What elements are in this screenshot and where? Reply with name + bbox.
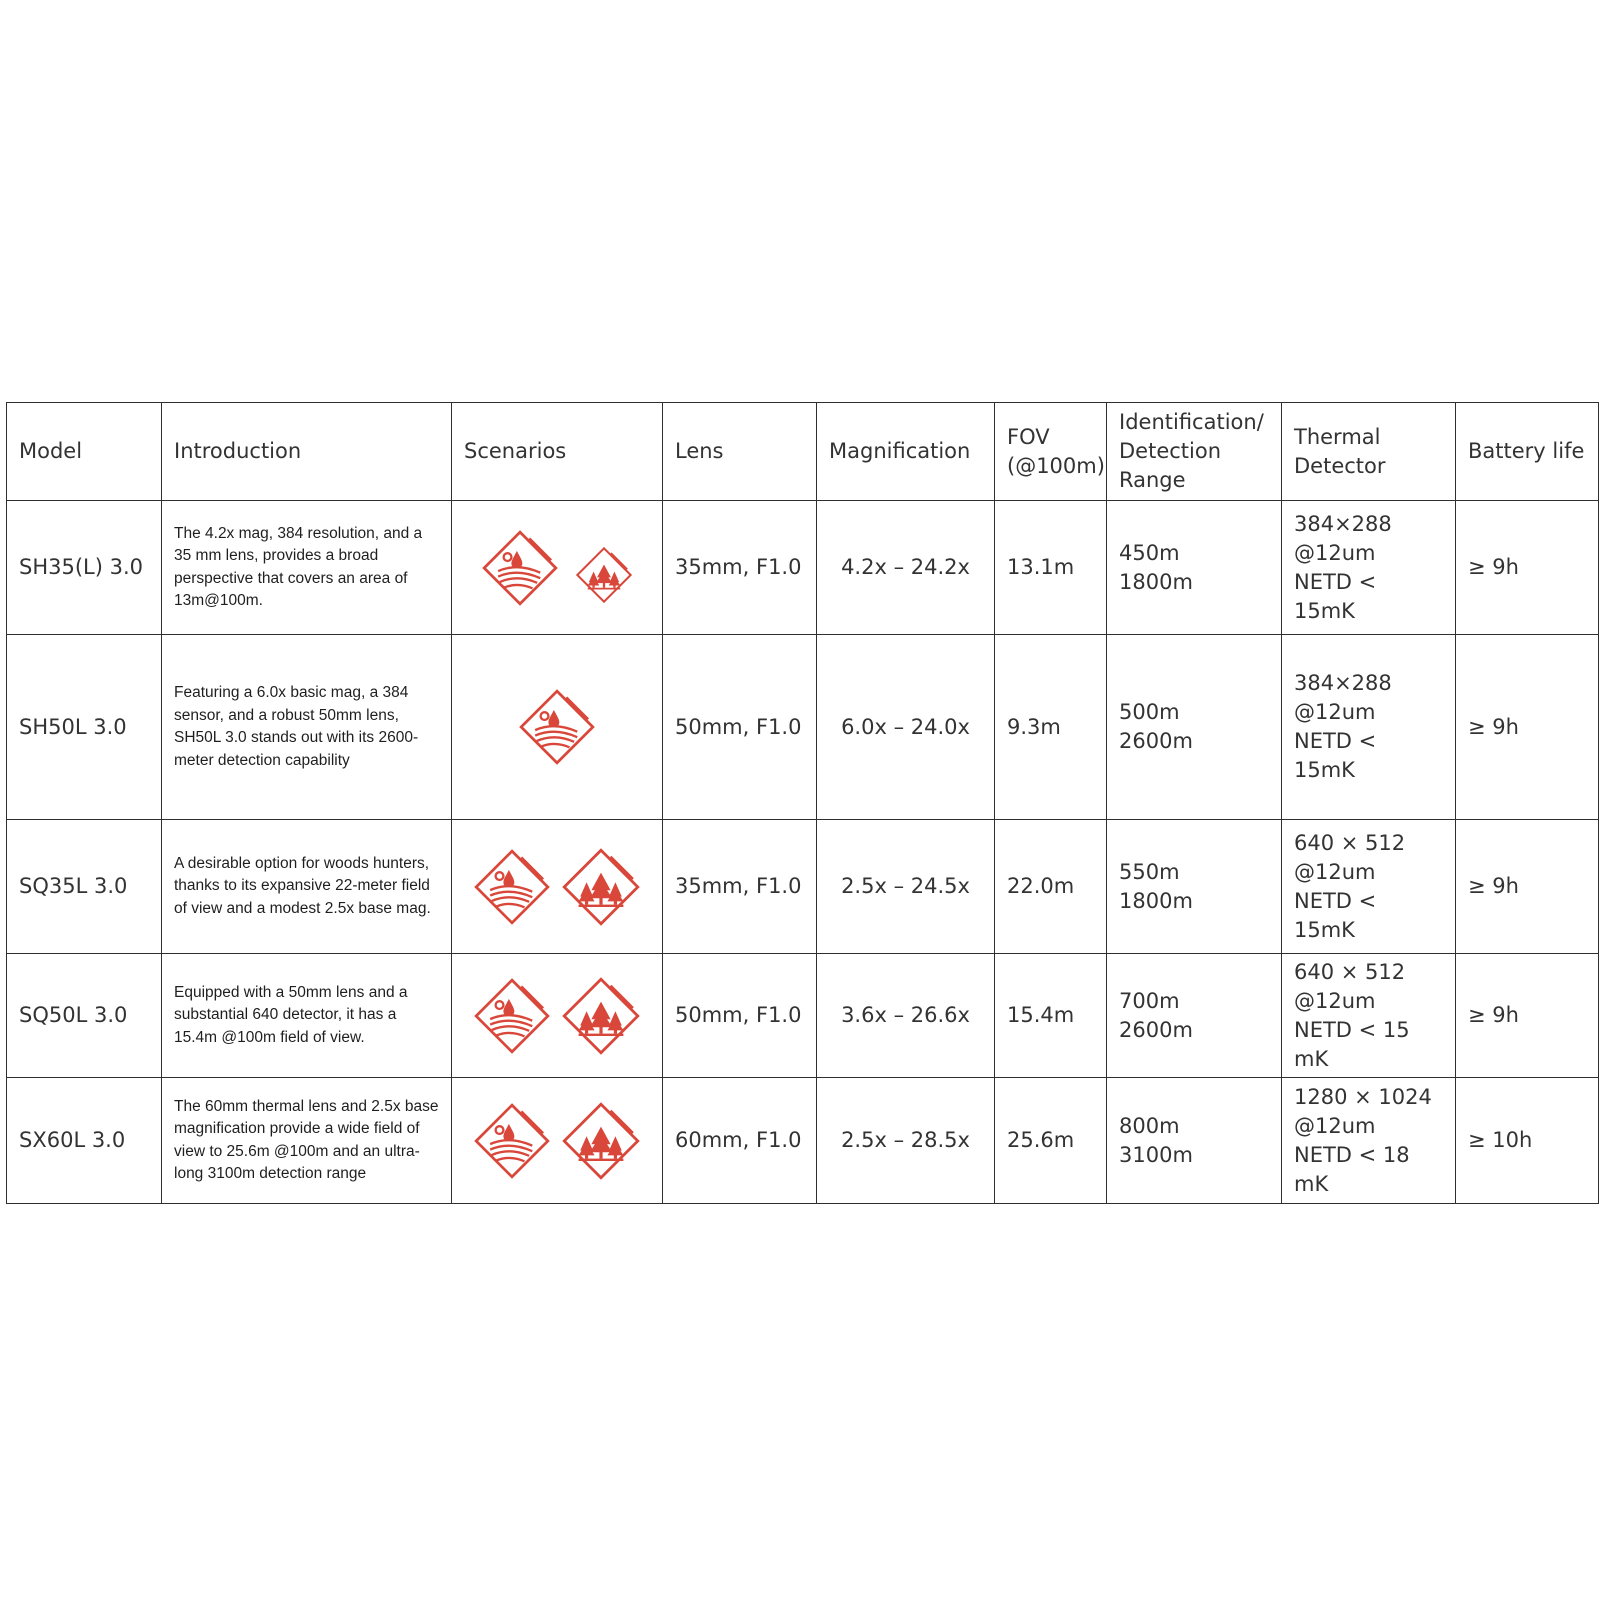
fov-cell: 25.6m [995, 1078, 1107, 1204]
lens-cell: 35mm, F1.0 [663, 820, 817, 954]
magnification-cell: 3.6x – 26.6x [817, 954, 995, 1078]
scenarios-cell [452, 820, 663, 954]
header-introduction: Introduction [162, 403, 452, 501]
header-magnification: Magnification [817, 403, 995, 501]
lens-cell: 50mm, F1.0 [663, 635, 817, 820]
introduction-cell: A desirable option for woods hunters, thanks to its expansive 22-meter field of view and a modest 2.5x base mag. [162, 820, 452, 954]
detector-cell: 1280 × 1024 @12um NETD < 18 mK [1282, 1078, 1456, 1204]
spec-table [6, 402, 1599, 1204]
detector-cell: 640 × 512 @12um NETD < 15mK [1282, 820, 1456, 954]
range-cell: 500m 2600m [1107, 635, 1282, 820]
detector-cell: 384×288 @12um NETD < 15mK [1282, 635, 1456, 820]
table-row [7, 501, 1599, 635]
fov-cell: 22.0m [995, 820, 1107, 954]
magnification-cell: 2.5x – 28.5x [817, 1078, 995, 1204]
lens-cell: 60mm, F1.0 [663, 1078, 817, 1204]
battery-cell: ≥ 9h [1456, 820, 1599, 954]
fov-cell: 15.4m [995, 954, 1107, 1078]
lens-cell: 50mm, F1.0 [663, 954, 817, 1078]
table-row [7, 635, 1599, 820]
model-cell: SQ35L 3.0 [7, 820, 162, 954]
scenarios-cell [452, 954, 663, 1078]
fov-cell: 9.3m [995, 635, 1107, 820]
detector-cell: 640 × 512 @12um NETD < 15 mK [1282, 954, 1456, 1078]
forest-icon [561, 846, 641, 928]
range-cell: 700m 2600m [1107, 954, 1282, 1078]
header-scenarios: Scenarios [452, 403, 663, 501]
header-row [7, 403, 1599, 501]
range-cell: 550m 1800m [1107, 820, 1282, 954]
battery-cell: ≥ 9h [1456, 635, 1599, 820]
battery-cell: ≥ 10h [1456, 1078, 1599, 1204]
field-water-icon [481, 528, 559, 608]
model-cell: SH50L 3.0 [7, 635, 162, 820]
magnification-cell: 4.2x – 24.2x [817, 501, 995, 635]
forest-icon [561, 975, 641, 1057]
scenarios-cell [452, 635, 663, 820]
fov-cell: 13.1m [995, 501, 1107, 635]
introduction-cell: Featuring a 6.0x basic mag, a 384 sensor, and a robust 50mm lens, SH50L 3.0 stands out with its 2600-meter detection capability [162, 635, 452, 820]
table-row [7, 1078, 1599, 1204]
header-detector: Thermal Detector [1282, 403, 1456, 501]
field-water-icon [518, 687, 596, 767]
field-water-icon [473, 847, 551, 927]
header-fov: FOV (@100m) [995, 403, 1107, 501]
model-cell: SH35(L) 3.0 [7, 501, 162, 635]
magnification-cell: 6.0x – 24.0x [817, 635, 995, 820]
introduction-cell: The 60mm thermal lens and 2.5x base magnification provide a wide field of view to 25.6m @100m and an ultra-long 3100m detection range [162, 1078, 452, 1204]
scenarios-cell [452, 1078, 663, 1204]
table-row [7, 954, 1599, 1078]
range-cell: 450m 1800m [1107, 501, 1282, 635]
forest-icon [561, 1100, 641, 1182]
lens-cell: 35mm, F1.0 [663, 501, 817, 635]
battery-cell: ≥ 9h [1456, 501, 1599, 635]
introduction-cell: The 4.2x mag, 384 resolution, and a 35 mm lens, provides a broad perspective that covers an area of 13m@100m. [162, 501, 452, 635]
header-range: Identification/ Detection Range [1107, 403, 1282, 501]
introduction-cell: Equipped with a 50mm lens and a substantial 640 detector, it has a 15.4m @100m field of view. [162, 954, 452, 1078]
model-cell: SX60L 3.0 [7, 1078, 162, 1204]
header-model: Model [7, 403, 162, 501]
detector-cell: 384×288 @12um NETD < 15mK [1282, 501, 1456, 635]
header-battery: Battery life [1456, 403, 1599, 501]
scenarios-cell [452, 501, 663, 635]
header-lens: Lens [663, 403, 817, 501]
model-cell: SQ50L 3.0 [7, 954, 162, 1078]
field-water-icon [473, 1101, 551, 1181]
battery-cell: ≥ 9h [1456, 954, 1599, 1078]
table-row [7, 820, 1599, 954]
field-water-icon [473, 976, 551, 1056]
forest-icon [575, 545, 633, 605]
range-cell: 800m 3100m [1107, 1078, 1282, 1204]
magnification-cell: 2.5x – 24.5x [817, 820, 995, 954]
